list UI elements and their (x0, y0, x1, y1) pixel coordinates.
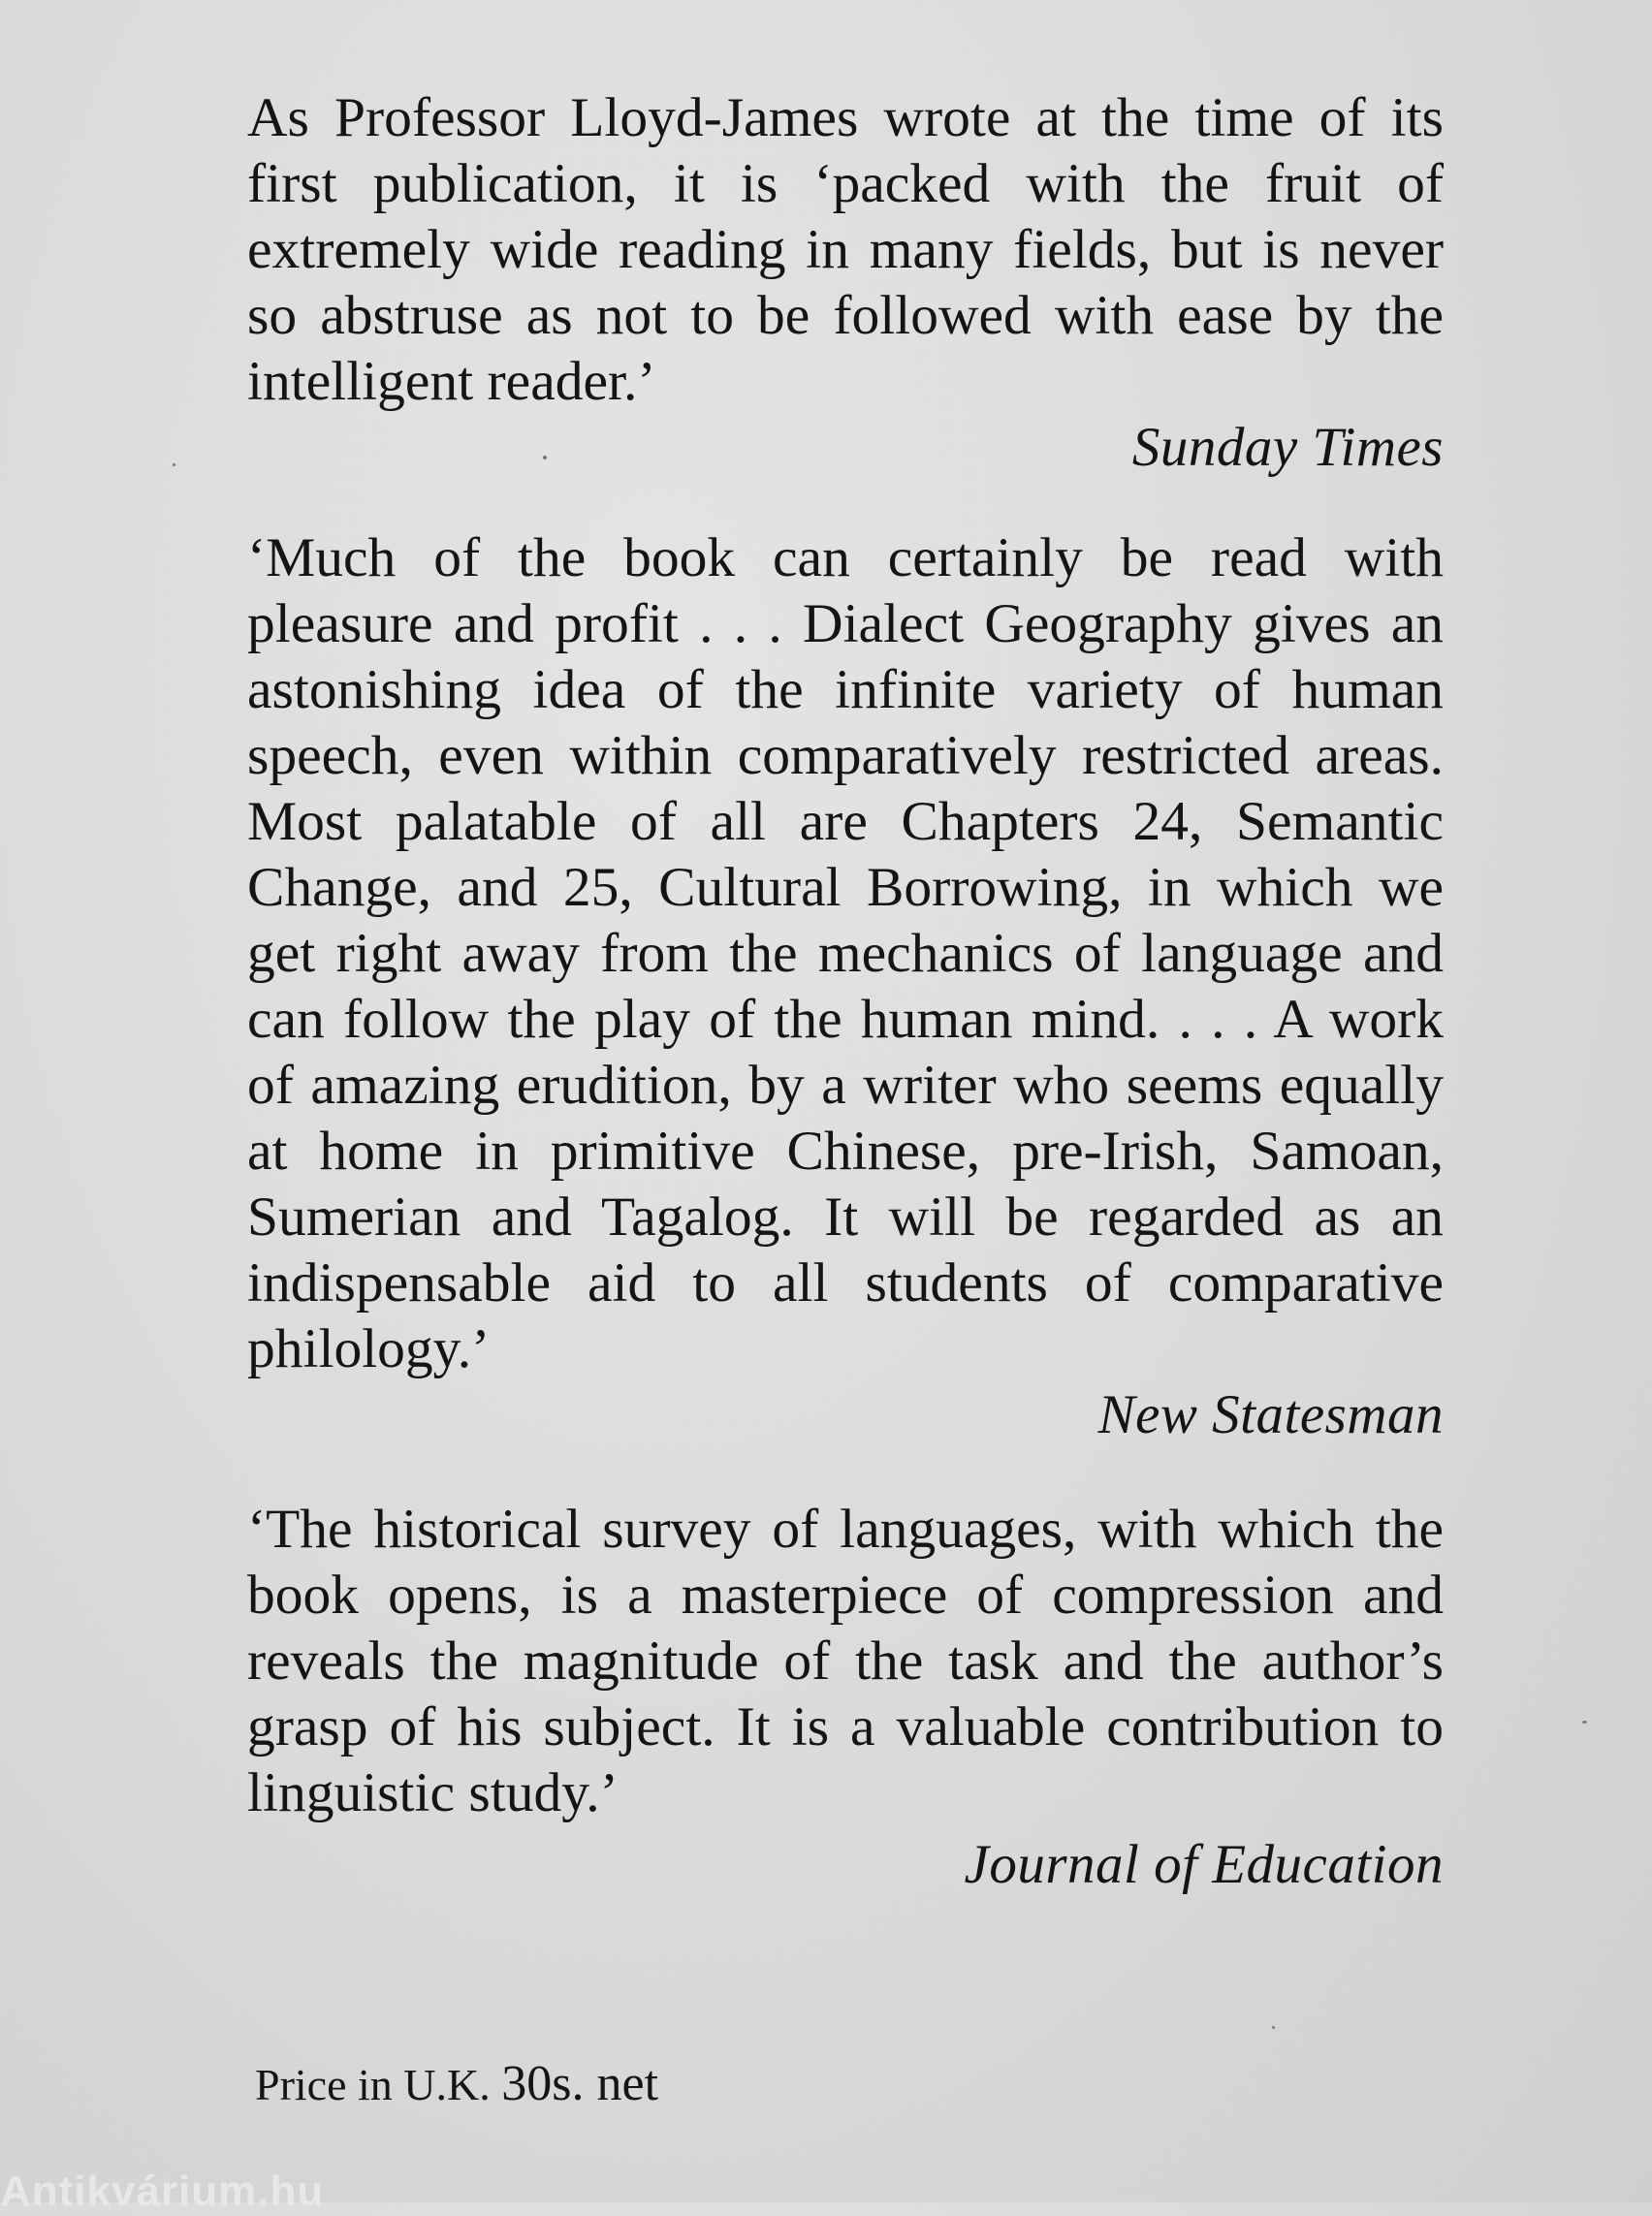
price-label: Price in U.K. (255, 2060, 491, 2109)
paper-speck (173, 463, 175, 466)
divider-space (247, 481, 1444, 525)
review-column (247, 85, 1444, 1898)
review-source-2: New Statesman (1097, 1384, 1444, 1445)
review-source-3: Journal of Education (964, 1834, 1444, 1895)
review-source-1: Sunday Times (1131, 417, 1444, 478)
price-value: 30s. net (501, 2056, 659, 2111)
watermark-logo: Antikvárium.hu (0, 2168, 325, 2215)
paper-speck (1272, 2026, 1275, 2029)
price-line (255, 2055, 658, 2114)
divider-space (247, 1448, 1444, 1497)
review-text-2: ‘Much of the book can certainly be read with pleasure and profit . . . Dialect Geography gives an astonishing idea of the infinite variety of human speech, even within comparatively restricted areas. Most palatable of all are Chapters 24, Semantic Change, and 25, Cultural Borrowing, in which we get right away from the mechanics of language and can follow the play of the human mind. . . . A work of amazing erudition, by a writer who seems equally at home in primitive Chinese, pre-Irish, Samoan, Sumerian and Tagalog. It will be regarded as an indispensable aid to all students of comparative philology.’ (247, 527, 1444, 1379)
review-text-1: As Professor Lloyd-James wrote at the time of its first publication, it is ‘packed with the fruit of extremely wide reading in many fields, but is never so abstruse as not to be followed with ease by the intelligent reader.’ (247, 87, 1444, 412)
paper-speck (1582, 1721, 1587, 1724)
review-text-3: ‘The historical survey of languages, with which the book opens, is a masterpiece of compression and reveals the magnitude of the task and the author’s grasp of his subject. It is a valuable contribution to linguistic study.’ (247, 1499, 1444, 1823)
paper-speck (543, 456, 547, 459)
